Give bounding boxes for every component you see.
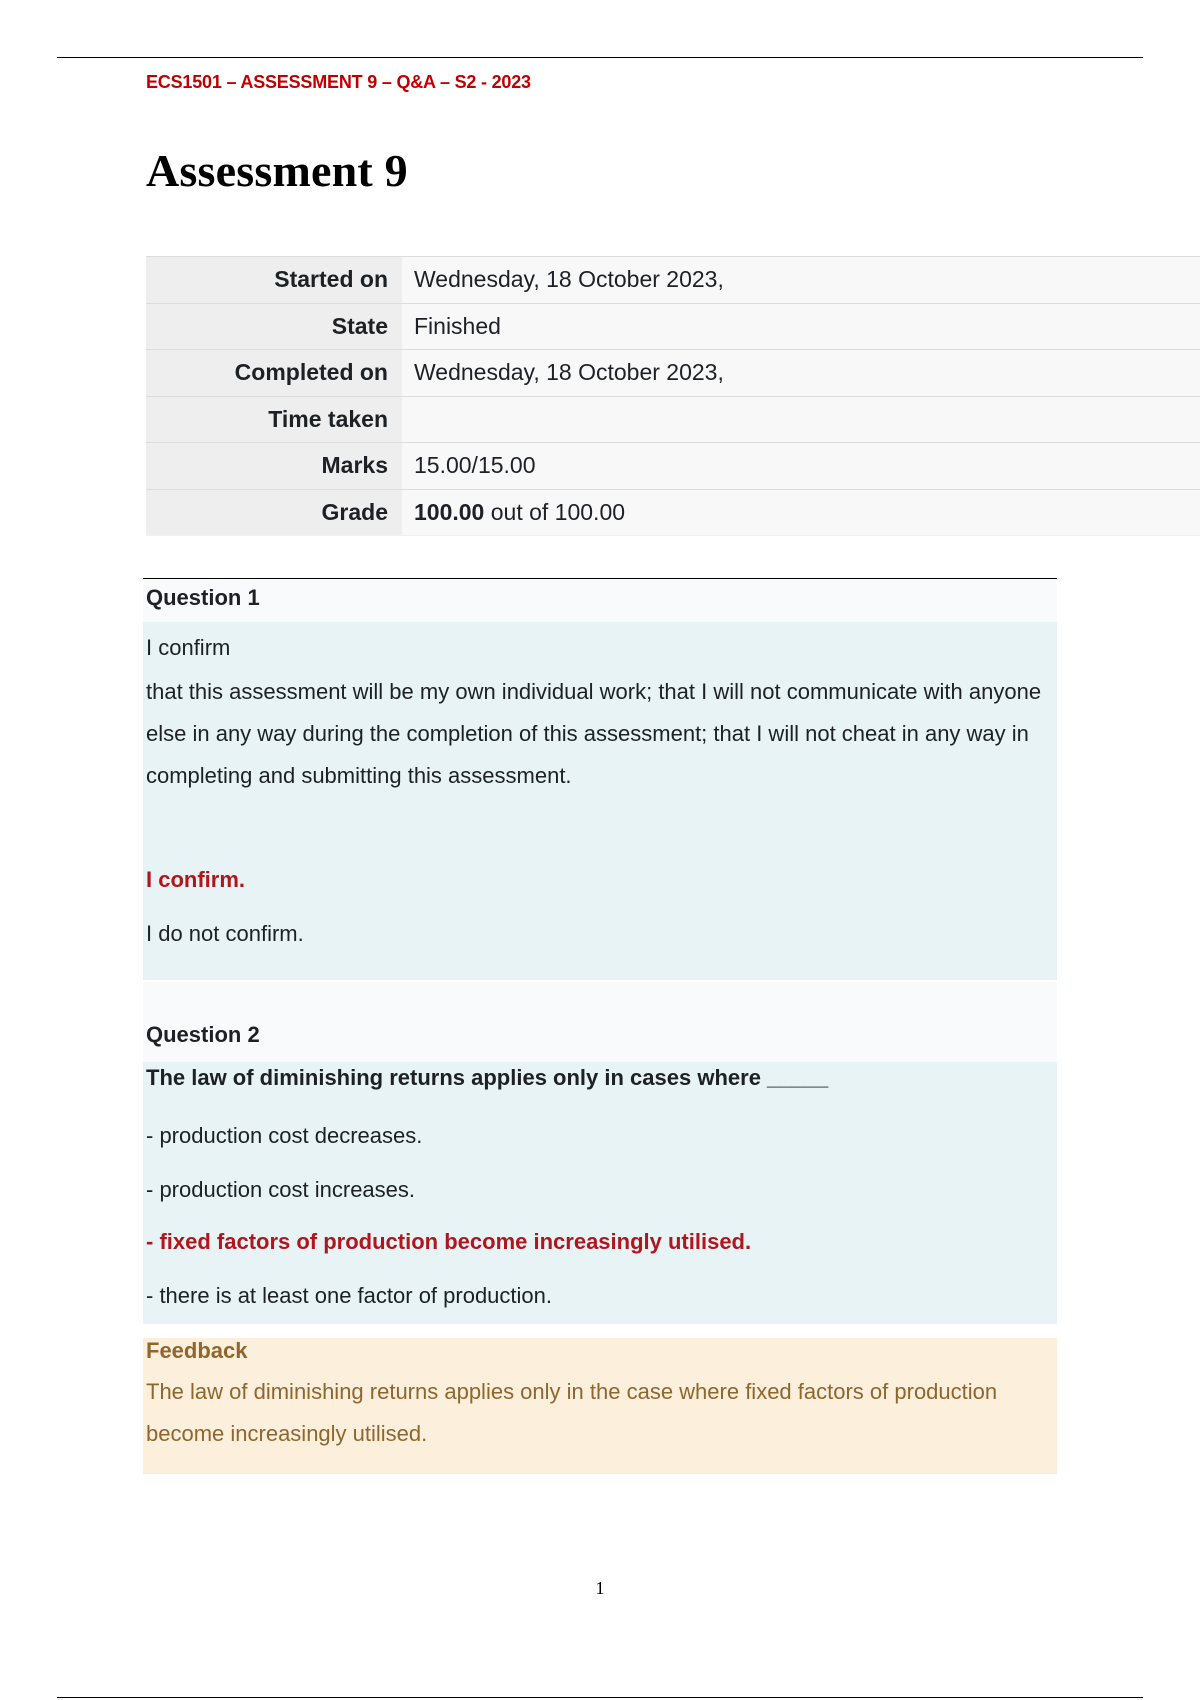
summary-label: Time taken <box>146 396 402 443</box>
summary-row-marks <box>146 443 1200 490</box>
question-1-statement: that this assessment will be my own individual work; that I will not communicate with anyone else in any way during the completion of this assessment; that I will not cheat in any way in completing and submitting this assessment. <box>146 679 1042 788</box>
question-2-option: - production cost decreases. <box>146 1123 423 1148</box>
page-number: 1 <box>595 1578 605 1598</box>
summary-row-completed <box>146 350 1200 397</box>
summary-label: Marks <box>146 443 402 490</box>
question-1-option-correct: I confirm. <box>146 867 246 892</box>
summary-value <box>402 396 1200 443</box>
question-1-content <box>143 622 1057 980</box>
question-1-header <box>143 578 1057 623</box>
summary-row-started <box>146 257 1200 304</box>
summary-label: Started on <box>146 257 402 304</box>
summary-value <box>402 489 1200 536</box>
question-1-option: I do not confirm. <box>146 921 304 946</box>
question-1-label: Question 1 <box>146 585 260 610</box>
question-2-option: - there is at least one factor of production. <box>146 1283 553 1308</box>
summary-value: Wednesday, 18 October 2023, <box>402 350 1200 397</box>
question-1-intro: I confirm <box>146 635 231 660</box>
bottom-rule <box>57 1697 1143 1698</box>
question-2-label: Question 2 <box>146 1022 260 1047</box>
page-title: Assessment 9 <box>146 145 408 196</box>
attempt-summary-table <box>146 256 1200 536</box>
question-2-stem: The law of diminishing returns applies only in cases where _____ <box>146 1065 829 1090</box>
question-2-option-correct: - fixed factors of production become increasingly utilised. <box>146 1229 752 1254</box>
summary-value: Finished <box>402 303 1200 350</box>
question-2-feedback <box>143 1338 1057 1474</box>
summary-row-grade <box>146 489 1200 536</box>
question-2-header <box>143 982 1057 1062</box>
summary-label: Grade <box>146 489 402 536</box>
feedback-text: The law of diminishing returns applies only in the case where fixed factors of production become increasingly utilised. <box>146 1379 998 1446</box>
grade-out-of: out of 100.00 <box>484 498 626 525</box>
summary-row-state <box>146 303 1200 350</box>
question-2-option: - production cost increases. <box>146 1177 416 1202</box>
summary-label: Completed on <box>146 350 402 397</box>
question-2-content <box>143 1062 1057 1324</box>
feedback-title: Feedback <box>146 1338 248 1363</box>
top-rule <box>57 57 1143 58</box>
summary-label: State <box>146 303 402 350</box>
summary-row-time-taken <box>146 396 1200 443</box>
summary-value: Wednesday, 18 October 2023, <box>402 257 1200 304</box>
summary-value: 15.00/15.00 <box>402 443 1200 490</box>
grade-score: 100.00 <box>414 498 485 525</box>
document-header: ECS1501 – ASSESSMENT 9 – Q&A – S2 - 2023 <box>146 72 531 92</box>
